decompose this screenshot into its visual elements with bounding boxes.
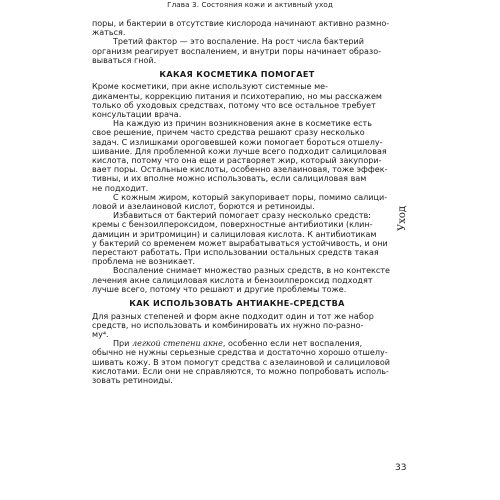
text-line: шивание. Для проблемной кожи лучше всего подходит салициловая xyxy=(92,146,387,156)
text-line: Избавиться от бактерий помогает сразу несколько средств: xyxy=(113,211,371,221)
text-line: дамицин и эритромицин) и салициловая кислота. К антибиотикам xyxy=(92,229,377,239)
section-side-label: Уход xyxy=(397,205,408,231)
paragraph xyxy=(92,19,390,38)
paragraph xyxy=(92,82,382,119)
paragraph xyxy=(92,37,382,65)
paragraph xyxy=(92,192,388,212)
text-line: кислота, потому что она еще и растворяет жир, который закупори- xyxy=(92,156,382,166)
text-line: С кожным жиром, который закупоривает поры, помимо салици- xyxy=(113,192,388,202)
text-line: жаться. xyxy=(92,28,126,38)
text-line: только об уходовых средствах, потому что все остальное требует xyxy=(92,100,376,110)
text-line: дикаменты, коррекцию питания и психотерапию, но мы расскажем xyxy=(92,91,382,101)
running-head: Глава 3. Состояния кожи и активный уход xyxy=(167,0,333,9)
emphasis: легкой степени акне xyxy=(131,339,223,349)
paragraph xyxy=(92,119,388,193)
text-line: средств, но использовать и комбинировать их нужно по-разно- xyxy=(92,320,364,330)
text-line: Для разных степеней и форм акне подходит один и тот же набор xyxy=(92,311,374,321)
text-line: вает поры. Остальные кислоты, особенно азелаиновая, тоже эффек- xyxy=(92,165,388,175)
section-heading: КАКАЯ КОСМЕТИКА ПОМОГАЕТ xyxy=(159,69,315,80)
page-body xyxy=(92,19,390,385)
text-line: шивать кожу. В этом помогут средства с азелаиновой и салициловой xyxy=(92,357,390,367)
text-line: консультации врача. xyxy=(92,110,182,120)
text-line: кислотами. Если они не справляются, то можно попробовать исполь- xyxy=(92,366,389,376)
text-line: лучше всего, потому что решают и другие проблемы тоже. xyxy=(92,284,347,294)
text-line: проблема не возникает. xyxy=(92,257,196,267)
text-line: обычно не нужны серьезные средства и достаточно хорошо отшелу- xyxy=(92,348,388,358)
paragraph xyxy=(92,211,388,267)
text-line: задач. С излишками ороговевшей кожи помогает бороться отшелу- xyxy=(92,137,383,147)
section-heading: КАК ИСПОЛЬЗОВАТЬ АНТИАКНЕ-СРЕДСТВА xyxy=(129,298,345,309)
text-line: Кроме косметики, при акне используют системные ме- xyxy=(92,82,329,92)
text-line: свое решение, причем часто средства решают сразу несколько xyxy=(92,128,365,138)
text-line: у бактерий со временем может вырабатываться устойчивость, и они xyxy=(92,238,388,248)
text-line: лечения акне салициловая кислота и бензоилпероксид подходят xyxy=(92,275,373,285)
text-line: Третий фактор — это воспаление. На рост числа бактерий xyxy=(113,37,364,47)
paragraph xyxy=(92,312,382,340)
text-line: При легкой степени акне, особенно если нет воспаления, xyxy=(113,339,363,349)
text-line: перестают работать. При использовании остальных средств такая xyxy=(92,248,379,258)
text-line: ловой и азелаиновой кислот, борются и ретиноиды. xyxy=(92,202,315,212)
text-line: тивны, и их вполне можно использовать, если салициловая вам xyxy=(92,174,367,184)
text-line: зовать ретиноиды. xyxy=(92,375,173,385)
text-line: На каждую из причин возникновения акне в косметике есть xyxy=(113,119,372,129)
text-line: организм реагирует воспалением, и внутри поры начинает образо- xyxy=(92,46,382,56)
page-number: 33 xyxy=(395,463,407,473)
paragraph xyxy=(92,339,390,385)
text-line: Воспаление снимает множество разных средств, в но контексте xyxy=(113,266,390,276)
text-line: не подходит. xyxy=(92,183,149,193)
text-line: вываться гной. xyxy=(92,55,157,65)
text-line: кремы с бензоилпероксидом, поверхностные антибиотики (клин- xyxy=(92,220,373,230)
paragraph xyxy=(92,266,390,294)
text-line: му⁴. xyxy=(92,329,109,339)
text-line: поры, и бактерии в отсутствие кислорода начинают активно размно- xyxy=(92,19,390,28)
